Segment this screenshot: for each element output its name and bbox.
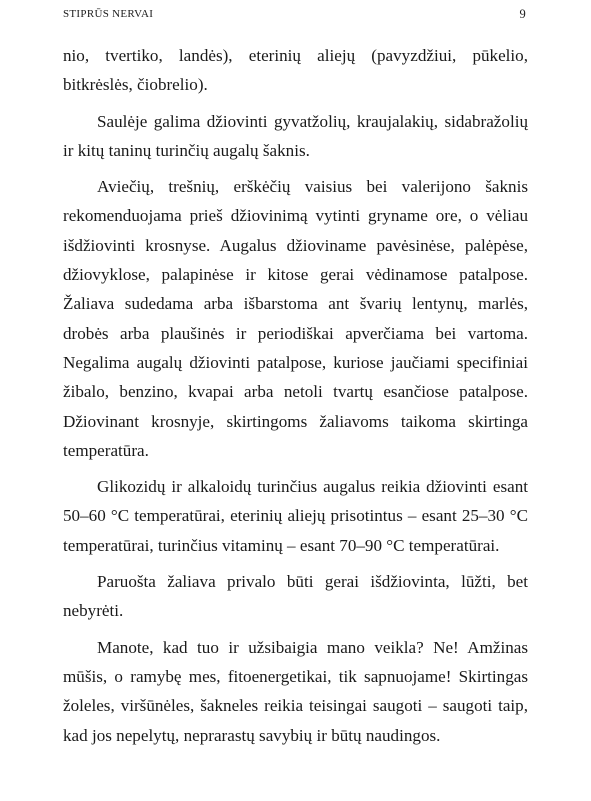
paragraph: Glikozidų ir alkaloidų turinčius augalus reikia džiovinti esant 50–60 °C temperatūrai, eterinių aliejų prisotintus – esant 25–30 °C temperatūrai, turinčius vitaminų – esant 70–90 °C temperatūrai. [63,477,528,555]
paragraph-continued: nio, tvertiko, landės), eterinių aliejų (pavyzdžiui, pūkelio, bitkrėslės, čiobrelio). [63,46,528,95]
running-head: STIPRŪS NERVAI [63,8,154,20]
page-number: 9 [519,7,526,21]
paragraph: Paruošta žaliava privalo būti gerai išdžiovinta, lūžti, bet nebyrėti. [63,572,528,621]
paragraph: Aviečių, trešnių, erškėčių vaisius bei valerijono šaknis rekomenduojama prieš džiovinimą vytinti gryname ore, o vėliau išdžiovinti krosnyse. Augalus džioviname pavėsinėse, palėpėse, džiovyklose, palapinėse ir kitose gerai vėdinamose patalpose. Žaliava sudedama arba išbarstoma ant švarių lentynų, marlės, drobės arba plaušinės ir periodiškai apverčiama bei vartoma. Negalima augalų džiovinti patalpose, kuriose jaučiami specifiniai žibalo, benzino, kvapai arba netoli tvartų esančiose patalpose. Džiovinant krosnyje, skirtingoms žaliavoms taikoma skirtinga temperatūra. [63,177,528,460]
body-text [63,41,528,757]
paragraph: Manote, kad tuo ir užsibaigia mano veikla? Ne! Amžinas mūšis, o ramybę mes, fitoenergetikai, tik sapnuojame! Skirtingas žoleles, viršūnėles, šakneles reikia teisingai saugoti – saugoti taip, kad jos nepelytų, neprarastų savybių ir būtų naudingos. [63,637,528,745]
paragraph: Saulėje galima džiovinti gyvatžolių, kraujalakių, sidabražolių ir kitų taninų turinčių augalų šaknis. [63,111,528,160]
page-header [63,8,526,24]
